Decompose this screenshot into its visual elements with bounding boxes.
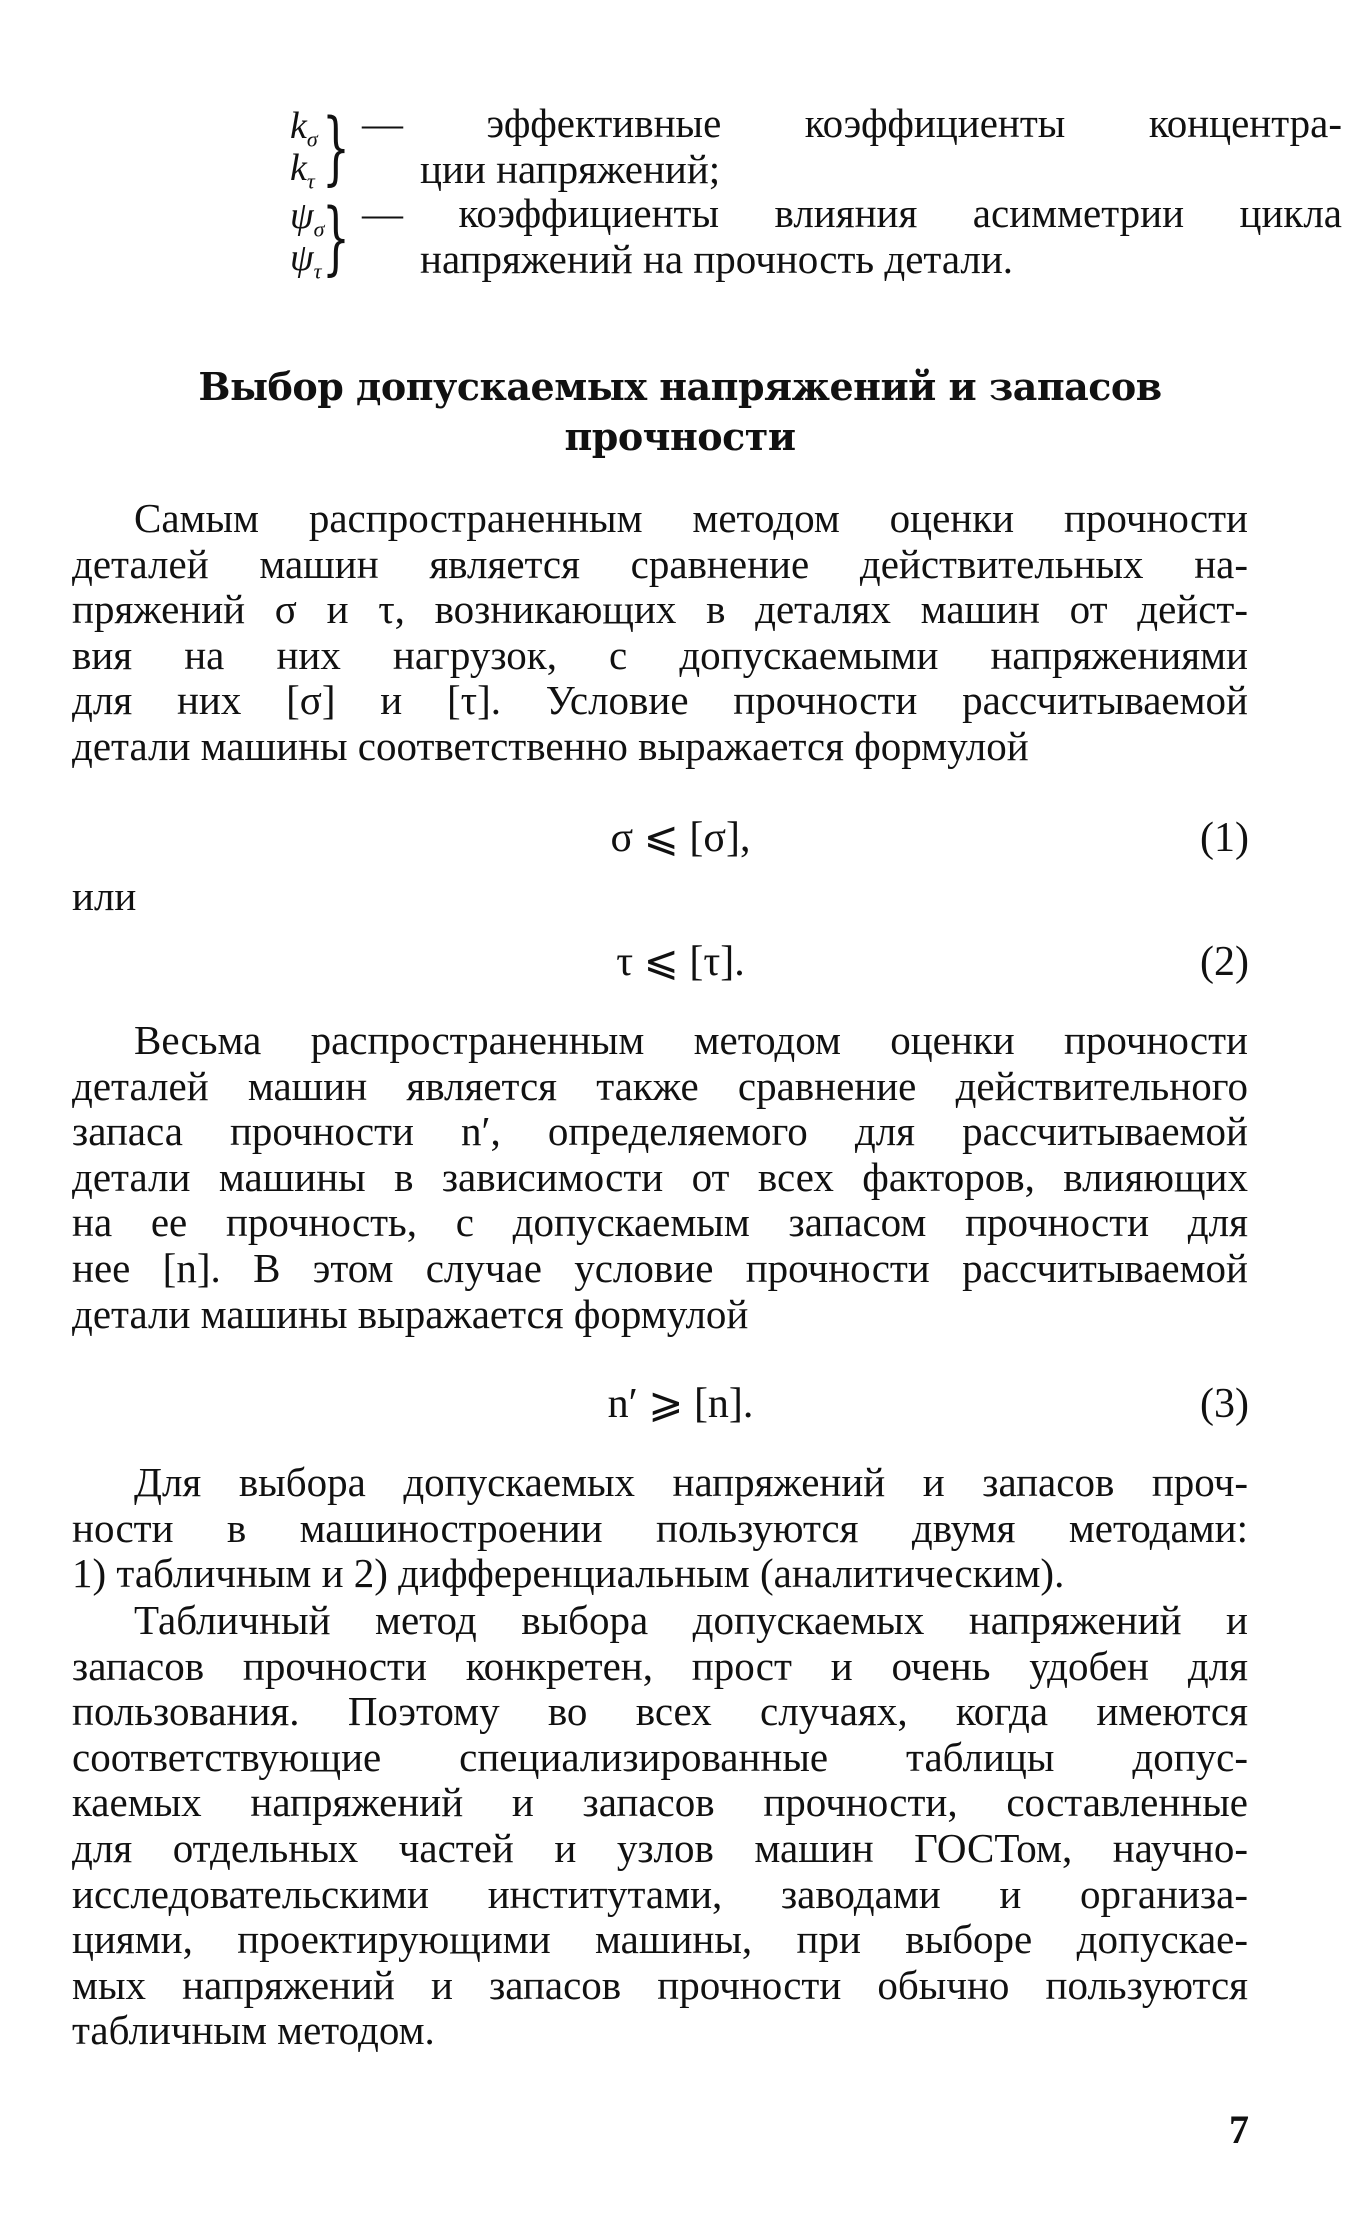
text-line: мых напряжений и запасов прочности обычно пользуются <box>72 1961 1248 2008</box>
paragraph-2 <box>72 1018 1248 1337</box>
symbol-k-tau: $k_\tau$ <box>290 147 315 194</box>
text-line: табличным методом. <box>72 2007 435 2054</box>
symbol-psi-tau: $\psi_\tau$ <box>290 237 322 284</box>
text-line: вия на них нагрузок, с допускаемыми напряжениями <box>72 631 1248 678</box>
text-line: детали машины в зависимости от всех факторов, влияющих <box>72 1153 1248 1200</box>
text-line: соответствующие специализированные таблицы допус- <box>72 1733 1248 1780</box>
right-brace-icon: } <box>322 101 350 194</box>
definition-k <box>290 100 1342 194</box>
text-line: детали машины выражается формулой <box>72 1290 749 1337</box>
page-number: 7 <box>1229 2107 1249 2152</box>
paragraph-4 <box>72 1598 1248 2054</box>
text-line: запаса прочности n′, определяемого для рассчитываемой <box>72 1108 1248 1155</box>
text-line: Самым распространенным методом оценки прочности <box>134 495 1248 541</box>
formula-expression: τ ⩽ [τ]. <box>616 939 745 985</box>
text-line: Для выбора допускаемых напряжений и запасов проч- <box>134 1459 1248 1505</box>
text-line: для отдельных частей и узлов машин ГОСТом, научно- <box>72 1824 1248 1871</box>
text-line: Табличный метод выбора допускаемых напряжений и <box>134 1597 1248 1643</box>
formula-number: (3) <box>1200 1381 1249 1427</box>
text-line: детали машины соответственно выражается формулой <box>72 722 1029 769</box>
formula-expression: σ ⩽ [σ], <box>610 815 751 861</box>
text-line: нее [n]. В этом случае условие прочности рассчитываемой <box>72 1244 1248 1291</box>
section-heading <box>120 362 1240 462</box>
right-brace-icon: } <box>322 191 350 284</box>
formula-number: (2) <box>1200 939 1249 985</box>
formula-number: (1) <box>1200 815 1249 861</box>
text-line: пряжений σ и τ, возникающих в деталях машин от дейст- <box>72 586 1248 633</box>
definitions-block <box>290 100 1342 284</box>
text-line: Весьма распространенным методом оценки прочности <box>134 1017 1248 1063</box>
paragraph-1 <box>72 496 1248 770</box>
definition-line: — коэффициенты влияния асимметрии цикла <box>362 190 1342 236</box>
definition-line: напряжений на прочность детали. <box>420 236 1014 282</box>
definition-line: ции напряжений; <box>420 146 721 192</box>
paragraph-3 <box>72 1460 1248 1597</box>
text-line: деталей машин является также сравнение действительного <box>72 1062 1248 1109</box>
connector-word: или <box>72 873 137 919</box>
text-line: циями, проектирующими машины, при выборе допускае- <box>72 1916 1248 1963</box>
text-line: 1) табличным и 2) дифференциальным (аналитическим). <box>72 1550 1065 1597</box>
text-line: для них [σ] и [τ]. Условие прочности рассчитываемой <box>72 677 1248 724</box>
formula-expression: n′ ⩾ [n]. <box>607 1381 754 1427</box>
definition-text <box>362 100 1342 192</box>
text-line: пользования. Поэтому во всех случаях, когда имеются <box>72 1688 1248 1735</box>
text-line: ности в машиностроении пользуются двумя методами: <box>72 1504 1248 1551</box>
symbol-k-sigma: $k_\sigma$ <box>290 105 318 152</box>
text-line: запасов прочности конкретен, прост и очень удобен для <box>72 1642 1248 1689</box>
heading-line: Выбор допускаемых напряжений и запасов <box>198 364 1162 409</box>
definition-text <box>362 190 1342 282</box>
text-line: каемых напряжений и запасов прочности, составленные <box>72 1779 1248 1826</box>
text-line: исследовательскими институтами, заводами и организа- <box>72 1870 1248 1917</box>
symbol-psi-sigma: $\psi_\sigma$ <box>290 195 325 242</box>
heading-line: прочности <box>564 414 796 459</box>
text-line: на ее прочность, с допускаемым запасом прочности для <box>72 1199 1248 1246</box>
definition-line: — эффективные коэффициенты концентра- <box>362 100 1342 146</box>
definition-psi <box>290 190 1342 284</box>
text-line: деталей машин является сравнение действительных на- <box>72 540 1248 587</box>
